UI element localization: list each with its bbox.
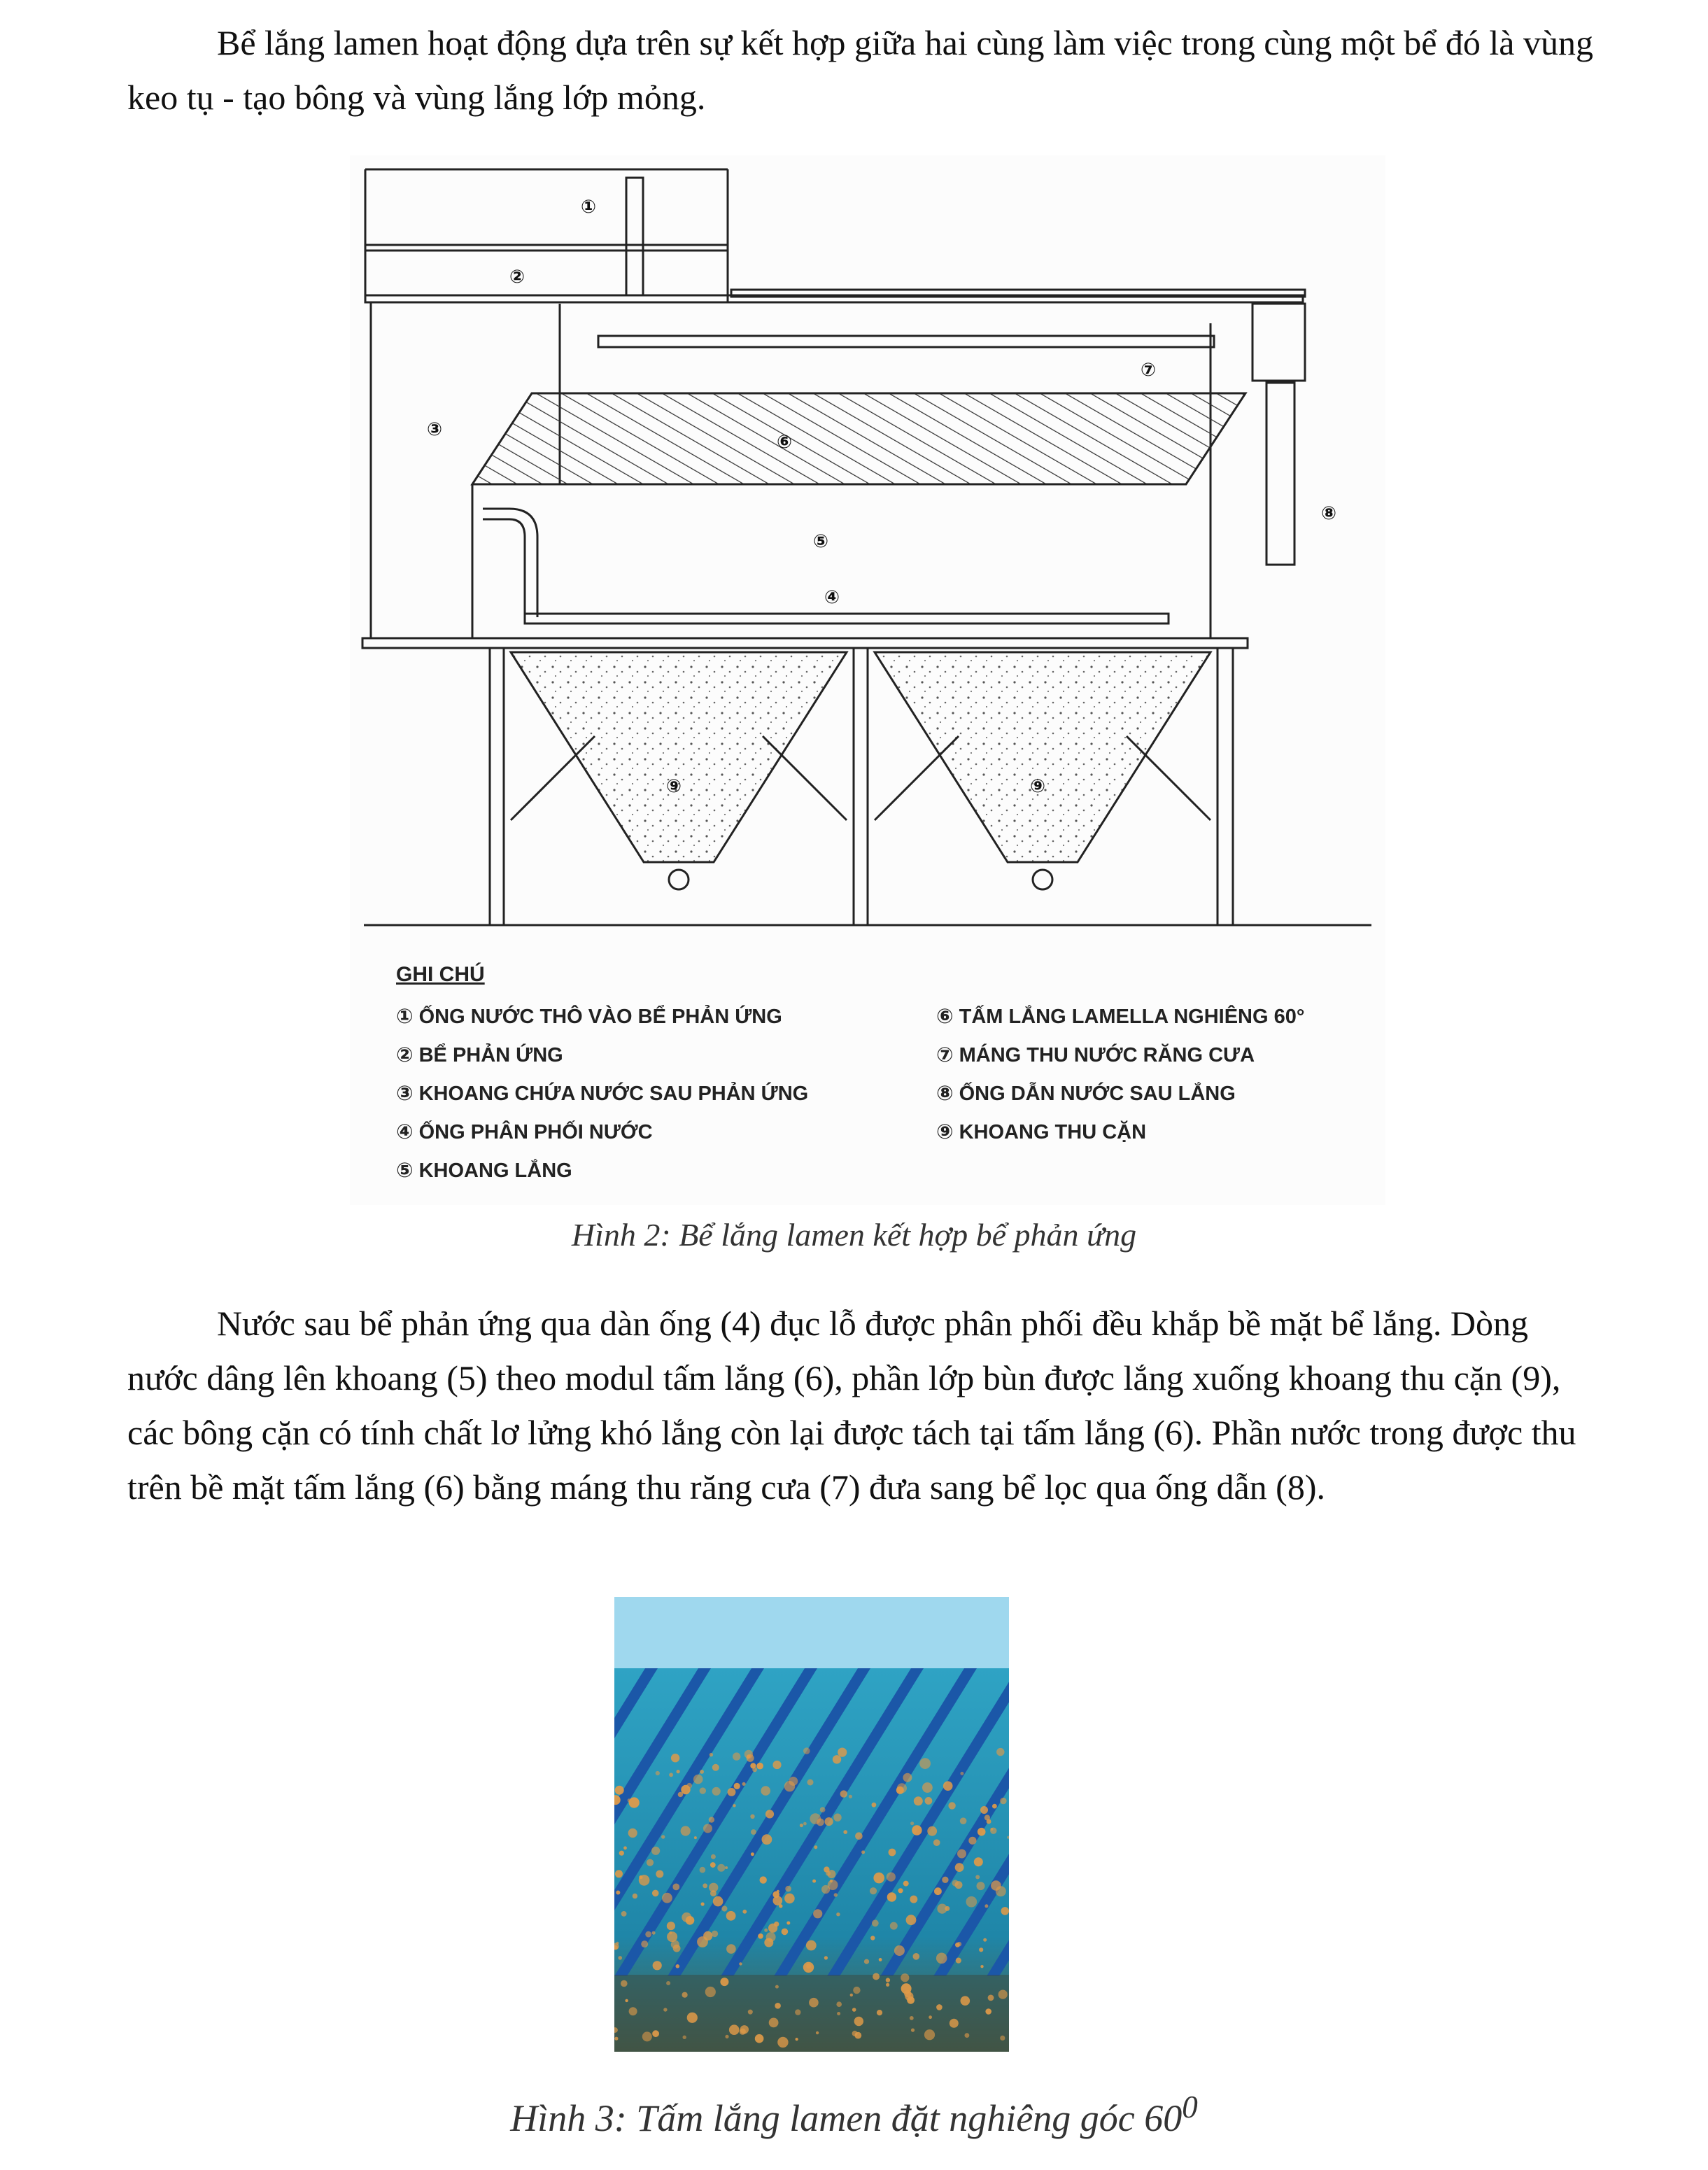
sludge-particle xyxy=(984,1904,988,1908)
sludge-particle xyxy=(824,1866,829,1872)
sludge-particle xyxy=(903,1773,912,1782)
sludge-particle xyxy=(755,2034,764,2043)
sludge-particle xyxy=(750,1763,756,1768)
sludge-particle xyxy=(957,1942,962,1947)
sludge-particle xyxy=(686,1916,695,1925)
sludge-particle xyxy=(628,1798,631,1802)
sludge-particle xyxy=(910,1896,917,1903)
legend-left-4: ④ ỐNG PHÂN PHỐI NƯỚC xyxy=(396,1121,653,1143)
sludge-particle xyxy=(733,1752,740,1760)
sludge-particle xyxy=(903,1881,909,1887)
sludge-particle xyxy=(726,1911,736,1921)
callout-8: ⑧ xyxy=(1321,502,1337,523)
callout-4: ④ xyxy=(824,586,840,607)
figure3-caption-degree: 0 xyxy=(1182,2090,1198,2125)
sludge-particle xyxy=(656,1771,660,1775)
sludge-particle xyxy=(777,2037,788,2048)
sludge-particle xyxy=(927,1826,937,1836)
sludge-particle xyxy=(713,1896,724,1907)
sludge-particle xyxy=(988,1995,994,2001)
sludge-particle xyxy=(1001,1907,1010,1915)
callout-5: ⑤ xyxy=(813,530,829,551)
sludge-particle xyxy=(661,1835,665,1838)
sludge-particle xyxy=(740,2025,749,2034)
sludge-particle xyxy=(955,1863,964,1872)
sludge-particle xyxy=(906,1915,917,1925)
sludge-particle xyxy=(619,1851,624,1856)
sludge-particle xyxy=(872,1803,877,1808)
sludge-particle xyxy=(887,1873,896,1882)
sludge-particle xyxy=(830,1880,833,1882)
sludge-particle xyxy=(838,1748,847,1757)
sludge-particle xyxy=(775,2003,781,2009)
sludge-particle xyxy=(975,1875,980,1879)
sludge-particle xyxy=(911,2029,915,2032)
sludge-particle xyxy=(952,1880,959,1886)
callout-7: ⑦ xyxy=(1141,359,1157,380)
sludge-particle xyxy=(898,1888,903,1893)
sludge-particle xyxy=(633,1894,637,1898)
sludge-particle xyxy=(772,1761,781,1769)
sludge-particle xyxy=(919,1758,931,1769)
sludge-particle xyxy=(879,1958,882,1961)
figure3-caption xyxy=(0,2089,1708,2140)
sludge-particle xyxy=(666,1981,670,1985)
legend-left-3: ③ KHOANG CHỨA NƯỚC SAU PHẢN ỨNG xyxy=(396,1083,809,1105)
lamella-tank-diagram xyxy=(350,155,1385,1205)
sludge-particle xyxy=(948,1802,955,1809)
sludge-particle xyxy=(652,1931,656,1935)
sludge-particle xyxy=(720,1978,728,1986)
sludge-particle xyxy=(642,2031,652,2041)
sludge-particle xyxy=(739,1962,742,1965)
sludge-particle xyxy=(705,1987,716,1997)
legend-left-5: ⑤ KHOANG LẮNG xyxy=(396,1160,572,1182)
sludge-particle xyxy=(943,1781,953,1791)
sludge-particle xyxy=(914,1796,923,1805)
sludge-particle xyxy=(821,1885,830,1894)
sludge-particle xyxy=(621,1911,627,1917)
legend-right-4: ⑨ KHOANG THU CẶN xyxy=(936,1121,1147,1143)
sludge-particle xyxy=(977,1882,985,1890)
sludge-particle xyxy=(682,1992,688,1998)
inclined-plates-illustration xyxy=(614,1597,1009,2052)
sludge-particle xyxy=(734,1783,740,1789)
callout-9a: ⑨ xyxy=(666,775,682,796)
sludge-particle xyxy=(663,2008,667,2011)
sludge-particle xyxy=(742,1910,747,1914)
sludge-particle xyxy=(960,1817,967,1824)
sludge-particle xyxy=(854,2032,861,2039)
sludge-particle xyxy=(623,1846,627,1850)
sludge-particle xyxy=(803,1822,807,1826)
sludge-particle xyxy=(966,1896,977,1908)
sludge-particle xyxy=(701,1902,705,1905)
sludge-particle xyxy=(990,1828,996,1834)
sludge-particle xyxy=(766,1932,776,1942)
sludge-particle xyxy=(751,1829,756,1835)
legend-left-1: ① ỐNG NƯỚC THÔ VÀO BỂ PHẢN ỨNG xyxy=(396,1006,782,1028)
sludge-particle xyxy=(853,1987,860,1994)
legend-right-2: ⑦ MÁNG THU NƯỚC RĂNG CƯA xyxy=(936,1044,1255,1066)
sludge-particle xyxy=(992,1804,997,1809)
sludge-particle xyxy=(980,1806,988,1814)
sludge-particle xyxy=(837,2012,840,2015)
sludge-particle xyxy=(812,1880,816,1883)
sludge-particle xyxy=(913,1953,920,1960)
sludge-particle xyxy=(950,2019,959,2028)
sludge-particle xyxy=(803,1962,814,1973)
sludge-particle xyxy=(667,1931,677,1942)
sludge-particle xyxy=(789,1777,798,1786)
sludge-particle xyxy=(795,2009,800,2015)
sludge-particle xyxy=(816,2031,819,2034)
sludge-particle xyxy=(873,1873,884,1884)
sludge-particle xyxy=(641,1940,648,1947)
sludge-particle xyxy=(656,1870,663,1878)
figure2-caption: Hình 2: Bể lắng lamen kết hợp bể phản ứng xyxy=(571,1217,1137,1253)
sludge-particle xyxy=(709,1817,714,1822)
sludge-particle xyxy=(894,1945,905,1956)
sludge-particle xyxy=(639,1875,642,1879)
sludge-particle xyxy=(709,1883,718,1892)
sludge-particle xyxy=(936,2004,943,2010)
sludge-particle xyxy=(956,1958,961,1964)
sludge-particle xyxy=(833,1814,841,1822)
sludge-particle xyxy=(764,1929,768,1932)
sludge-particle xyxy=(629,2007,637,2015)
sludge-particle xyxy=(912,1825,922,1835)
sludge-particle xyxy=(854,2017,863,2026)
intro-paragraph: Bể lắng lamen hoạt động dựa trên sự kết hợp giữa hai cùng làm việc trong cùng một bể đó là vùng keo tụ - tạo bông và vùng lắng lớp mỏng. xyxy=(127,23,1593,117)
sludge-particle xyxy=(910,1822,914,1825)
sludge-particle xyxy=(628,1829,637,1838)
sludge-particle xyxy=(748,2010,753,2015)
sludge-particle xyxy=(968,1837,976,1845)
sludge-particle xyxy=(814,1845,817,1849)
sludge-particle xyxy=(672,1884,679,1891)
sludge-particle xyxy=(712,1764,719,1771)
callout-9b: ⑨ xyxy=(1030,775,1046,796)
sludge-particle xyxy=(693,1775,703,1784)
sludge-particle xyxy=(683,2036,686,2039)
sludge-particle xyxy=(703,1883,707,1888)
sludge-particle xyxy=(671,1754,679,1762)
sludge-particle xyxy=(703,1824,712,1833)
sludge-particle xyxy=(760,1876,767,1883)
sludge-particle xyxy=(645,1931,651,1938)
sludge-particle xyxy=(669,1931,672,1934)
sludge-particle xyxy=(700,1770,704,1774)
sludge-particle xyxy=(870,1887,877,1894)
callout-3: ③ xyxy=(427,418,443,439)
sludge-particle xyxy=(725,2035,728,2038)
sludge-particle xyxy=(824,1956,828,1959)
sludge-particle xyxy=(910,2016,914,2020)
sludge-particle xyxy=(769,2018,779,2028)
sludge-particle xyxy=(890,1922,898,1930)
sludge-particle xyxy=(833,1755,841,1763)
sludge-particle xyxy=(929,2015,932,2019)
sludge-particle xyxy=(785,1886,791,1892)
sludge-particle xyxy=(887,1892,896,1901)
sludge-particle xyxy=(1000,1798,1006,1804)
sludge-particle xyxy=(836,1912,840,1916)
callout-1: ① xyxy=(581,196,597,217)
sludge-particle xyxy=(877,2010,882,2015)
sludge-particle xyxy=(652,1890,659,1897)
sludge-particle xyxy=(667,1922,675,1930)
sludge-particle xyxy=(1000,2036,1005,2041)
sludge-particle xyxy=(700,1787,706,1794)
sludge-particle xyxy=(996,1748,1004,1756)
sludge-particle xyxy=(870,1936,875,1940)
callout-2: ② xyxy=(509,266,525,287)
sludge-particle xyxy=(758,1933,763,1939)
sludge-particle xyxy=(621,1980,628,1987)
sludge-particle xyxy=(733,1804,735,1807)
sludge-particle xyxy=(697,1936,708,1947)
sludge-particle xyxy=(861,1850,865,1854)
sludge-particle xyxy=(983,1938,987,1942)
sludge-particle xyxy=(681,1826,691,1836)
sludge-particle xyxy=(669,1773,673,1777)
sludge-particle xyxy=(710,1753,713,1756)
sludge-particle xyxy=(933,1839,940,1846)
sludge-particle xyxy=(751,1852,754,1856)
sludge-particle xyxy=(796,2038,798,2041)
sludge-particle xyxy=(984,1815,990,1820)
sludge-particle xyxy=(945,1906,950,1911)
sludge-particle xyxy=(700,1867,706,1873)
sludge-particle xyxy=(886,1978,890,1982)
sludge-particle xyxy=(629,1797,640,1808)
sludge-particle xyxy=(765,1810,774,1818)
sludge-particle xyxy=(681,1785,690,1794)
sludge-particle xyxy=(712,1787,721,1796)
sludge-particle xyxy=(850,1994,853,1996)
sludge-particle xyxy=(936,1953,947,1964)
sludge-particle xyxy=(652,2030,659,2037)
sludge-particle xyxy=(810,1813,821,1824)
sludge-particle xyxy=(728,1788,736,1796)
sludge-particle xyxy=(836,2001,842,2007)
sludge-particle xyxy=(864,1959,869,1964)
sludge-particle xyxy=(979,1947,983,1952)
sludge-particle xyxy=(677,1770,680,1773)
sludge-particle xyxy=(711,1854,716,1859)
sludge-particle xyxy=(855,1832,863,1840)
sludge-particle xyxy=(616,1891,620,1895)
figure3-caption-text: Hình 3: Tấm lắng lamen đặt nghiêng góc 60 xyxy=(510,2097,1183,2139)
sludge-particle xyxy=(840,1790,847,1797)
legend-right-1: ⑥ TẤM LẮNG LAMELLA NGHIÊNG 60° xyxy=(936,1006,1305,1028)
sludge-particle xyxy=(625,1999,628,2002)
sludge-particle xyxy=(721,1905,727,1911)
sludge-particle xyxy=(974,1857,983,1866)
sludge-particle xyxy=(725,1866,728,1869)
sludge-particle xyxy=(873,1973,880,1980)
sludge-particle xyxy=(924,2029,935,2040)
sludge-particle xyxy=(965,2033,970,2038)
sludge-particle xyxy=(886,1983,889,1987)
sludge-particle xyxy=(996,1886,1006,1896)
sludge-particle xyxy=(980,1965,983,1968)
sludge-particle xyxy=(901,1973,909,1982)
sludge-particle xyxy=(834,1893,838,1896)
sludge-particle xyxy=(717,1864,725,1872)
sludge-particle xyxy=(647,1859,654,1866)
sludge-particle xyxy=(960,1772,964,1775)
legend-title: GHI CHÚ xyxy=(396,963,485,986)
sludge-particle xyxy=(889,1849,896,1857)
legend-left-2: ② BỂ PHẢN ỨNG xyxy=(396,1044,563,1066)
sludge-particle xyxy=(615,1870,623,1877)
sludge-particle xyxy=(934,1887,942,1895)
sludge-particle xyxy=(803,1747,810,1754)
sludge-particle xyxy=(786,1922,790,1925)
sludge-particle xyxy=(768,1924,777,1933)
sludge-particle xyxy=(901,1983,912,1994)
sludge-particle xyxy=(651,1847,660,1855)
sludge-particle xyxy=(806,1940,817,1951)
sludge-particle xyxy=(729,2024,740,2035)
sludge-particle xyxy=(825,1817,833,1826)
sludge-particle xyxy=(762,1834,772,1845)
process-paragraph: Nước sau bể phản ứng qua dàn ống (4) đục lỗ được phân phối đều khắp bề mặt bể lắng. Dòng nước dâng lên khoang (5) theo modul tấm lắng (6), phần lớp bùn được lắng xuống khoang thu cặn (9), các bông cặn có tính chất lơ lửng khó lắng còn lại được tách tại tấm lắng (6). Phần nước trong được thu trên bề mặt tấm lắng (6) bằng máng thu răng cưa (7) đưa sang bể lọc qua ống dẫn (8). xyxy=(127,1304,1576,1507)
sludge-particle xyxy=(775,1985,779,1989)
sludge-particle xyxy=(653,1961,662,1970)
sludge-particle xyxy=(784,1894,795,1904)
sludge-particle xyxy=(977,1828,986,1836)
sludge-particle xyxy=(761,1786,770,1796)
sludge-particle xyxy=(896,1787,904,1794)
sludge-particle xyxy=(807,1780,814,1786)
sludge-particle xyxy=(925,1797,933,1805)
sludge-particle xyxy=(872,1919,879,1926)
sludge-particle xyxy=(662,1893,672,1903)
sludge-particle xyxy=(618,1956,622,1960)
sludge-particle xyxy=(998,1990,1008,1999)
sludge-particle xyxy=(782,1929,789,1936)
legend-right-3: ⑧ ỐNG DẪN NƯỚC SAU LẮNG xyxy=(936,1083,1236,1105)
sludge-particle xyxy=(852,2008,856,2012)
sludge-particle xyxy=(957,1850,966,1859)
sludge-particle xyxy=(809,1998,819,2008)
sludge-particle xyxy=(800,1824,803,1827)
sludge-particle xyxy=(772,1891,779,1898)
sludge-particle xyxy=(942,1877,948,1883)
sludge-particle xyxy=(687,2013,698,2023)
sludge-particle xyxy=(676,1964,680,1968)
sludge-particle xyxy=(747,1754,751,1759)
sludge-particle xyxy=(820,1807,826,1812)
sludge-particle xyxy=(813,1909,822,1918)
sludge-particle xyxy=(694,1836,697,1839)
sludge-particle xyxy=(614,2037,618,2041)
sludge-particle xyxy=(985,2008,991,2015)
sludge-particle xyxy=(922,1782,933,1793)
sludge-particle xyxy=(742,1782,746,1786)
sludge-particle xyxy=(849,1795,852,1798)
sludge-particle xyxy=(615,1786,624,1795)
callout-6: ⑥ xyxy=(777,431,793,452)
sludge-particle xyxy=(756,1763,763,1770)
sludge-particle xyxy=(843,1830,847,1834)
sludge-particle xyxy=(750,1815,754,1819)
sludge-particle xyxy=(726,1944,736,1954)
sludge-particle xyxy=(961,1996,971,2006)
sludge-particle xyxy=(710,1862,716,1868)
